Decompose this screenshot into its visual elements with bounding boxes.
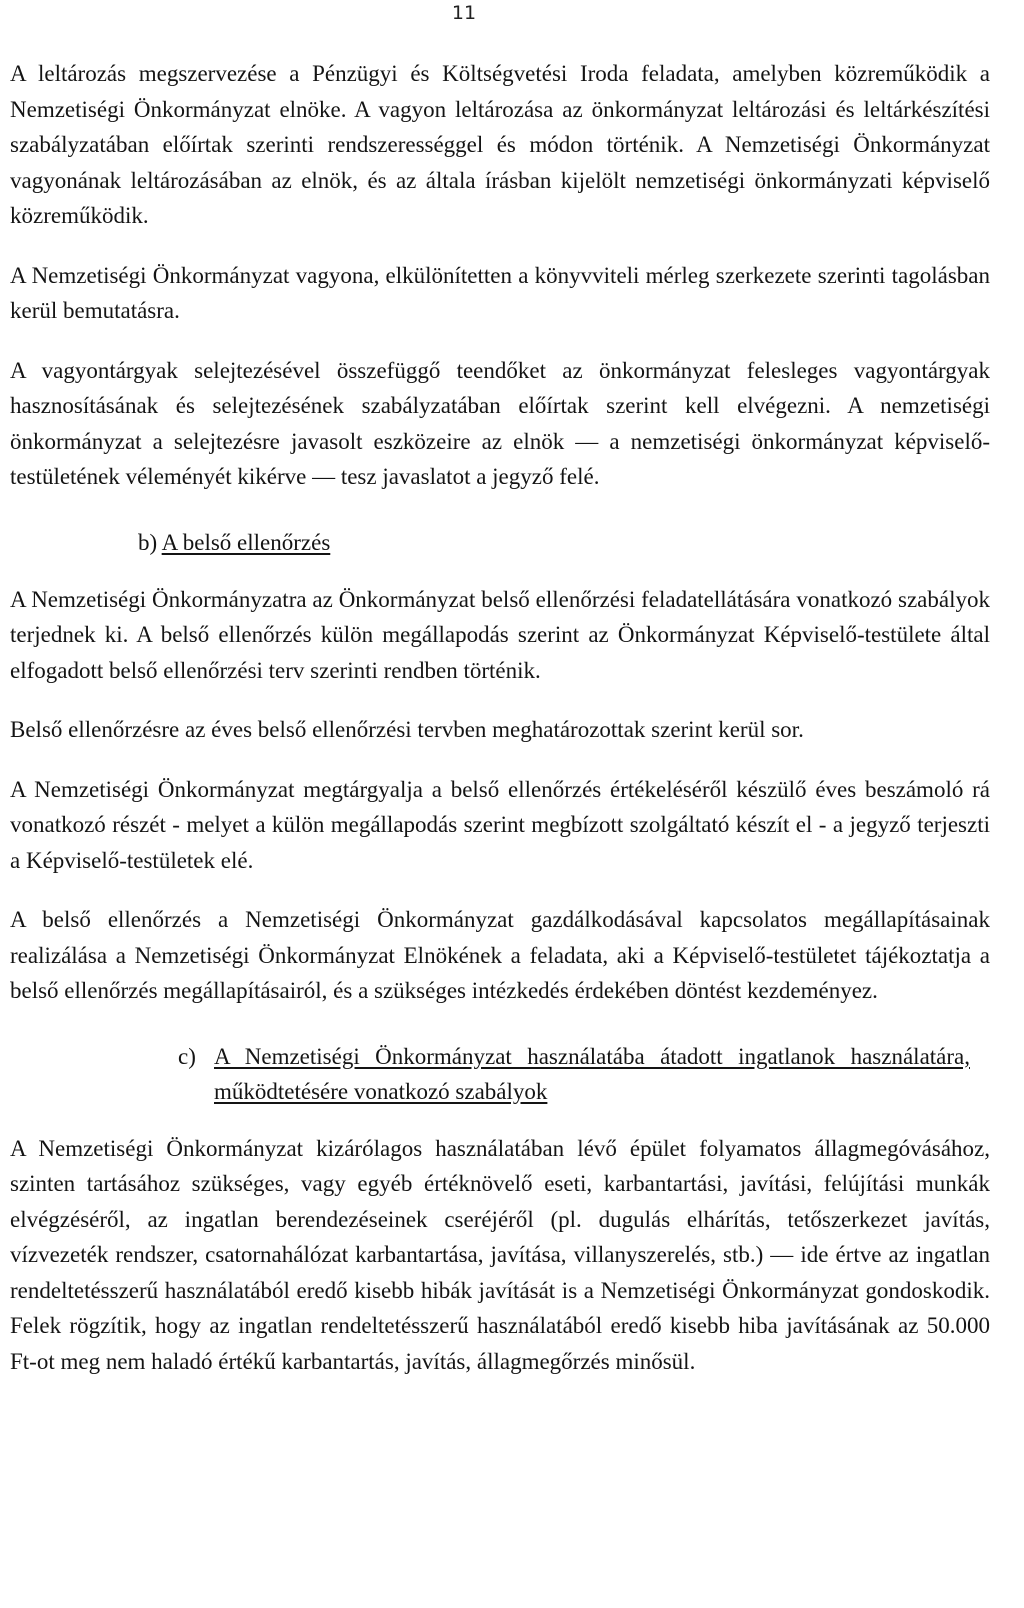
paragraph-assets-presentation: A Nemzetiségi Önkormányzat vagyona, elkülönítetten a könyvviteli mérleg szerkezete szerinti tagolásban kerül bemutatásra. [10,262,990,323]
section-marker: c) [178,1043,196,1069]
paragraph-property-maintenance: A Nemzetiségi Önkormányzat kizárólagos használatában lévő épület folyamatos állagmegóvásához, szinten tartásához szükséges, vagy egyéb értéknövelő eseti, karbantartási, javítási, felújítási munkák elvégzéséről, az ingatlan berendezéseinek cseréjéről (pl. dugulás elhárítás, tetőszerkezet javítás, vízvezeték rendszer, csatornahálózat karbantartása, javítása, villanyszerelés, stb.) — ide értve az ingatlan rendeltetésszerű használatából eredő kisebb hibák javítását is a Nemzetiségi Önkormányzat gondoskodik. Felek rögzítik, hogy az ingatlan rendeltetésszerű használatából eredő kisebb hiba javításának az 50.000 Ft-ot meg nem haladó értékű karbantartás, javítás, állagmegőrzés minősül. [10,1135,990,1374]
paragraph-inventory: A leltározás megszervezése a Pénzügyi és Költségvetési Iroda feladata, amelyben közreműködik a Nemzetiségi Önkormányzat elnöke. A vagyon leltározása az önkormányzat leltározási és leltárkészítési szabályzatában előírtak szerinti rendszerességgel és módon történik. A Nemzetiségi Önkormányzat vagyonának leltározásában az elnök, és az általa írásban kijelölt nemzetiségi önkormányzati képviselő közreműködik. [10,61,990,228]
paragraph-audit-rules: A Nemzetiségi Önkormányzatra az Önkormányzat belső ellenőrzési feladatellátására vonatkozó szabályok terjednek ki. A belső ellenőrzés külön megállapodás szerint az Önkormányzat Képviselő-testülete által elfogadott belső ellenőrzési terv szerinti rendben történik. [10,586,990,683]
section-heading-internal-audit [10,525,990,560]
section-heading-property-use [10,1039,990,1109]
paragraph-audit-report: A Nemzetiségi Önkormányzat megtárgyalja a belső ellenőrzés értékeléséről készülő éves beszámoló rá vonatkozó részét - melyet a külön megállapodás szerint megbízott szolgáltató készít el - a jegyző terjeszti a Képviselő-testületek elé. [10,776,990,873]
paragraph-audit-findings: A belső ellenőrzés a Nemzetiségi Önkormányzat gazdálkodásával kapcsolatos megállapításainak realizálása a Nemzetiségi Önkormányzat Elnökének a feladata, aki a Képviselő-testületet tájékoztatja a belső ellenőrzés megállapításairól, és a szükséges intézkedés érdekében döntést kezdeményez. [10,907,990,1003]
section-title: A belső ellenőrzés [161,529,331,555]
paragraph-disposal: A vagyontárgyak selejtezésével összefüggő teendőket az önkormányzat felesleges vagyontárgyak hasznosításának és selejtezésének szabályzatában előírtak szerint kell elvégezni. A nemzetiségi önkormányzat a selejtezésre javasolt eszközeire az elnök — a nemzetiségi önkormányzat képviselő-testületének véleményét kikérve — tesz javaslatot a jegyző felé. [10,357,990,489]
document-body [10,56,990,1403]
page-number: 11 [451,2,477,24]
section-title: A Nemzetiségi Önkormányzat használatába átadott ingatlanok használatára, működtetésére vonatkozó szabályok [214,1043,970,1104]
section-marker: b) [138,529,158,555]
paragraph-audit-plan: Belső ellenőrzésre az éves belső ellenőrzési tervben meghatározottak szerint kerül sor. [10,717,804,742]
